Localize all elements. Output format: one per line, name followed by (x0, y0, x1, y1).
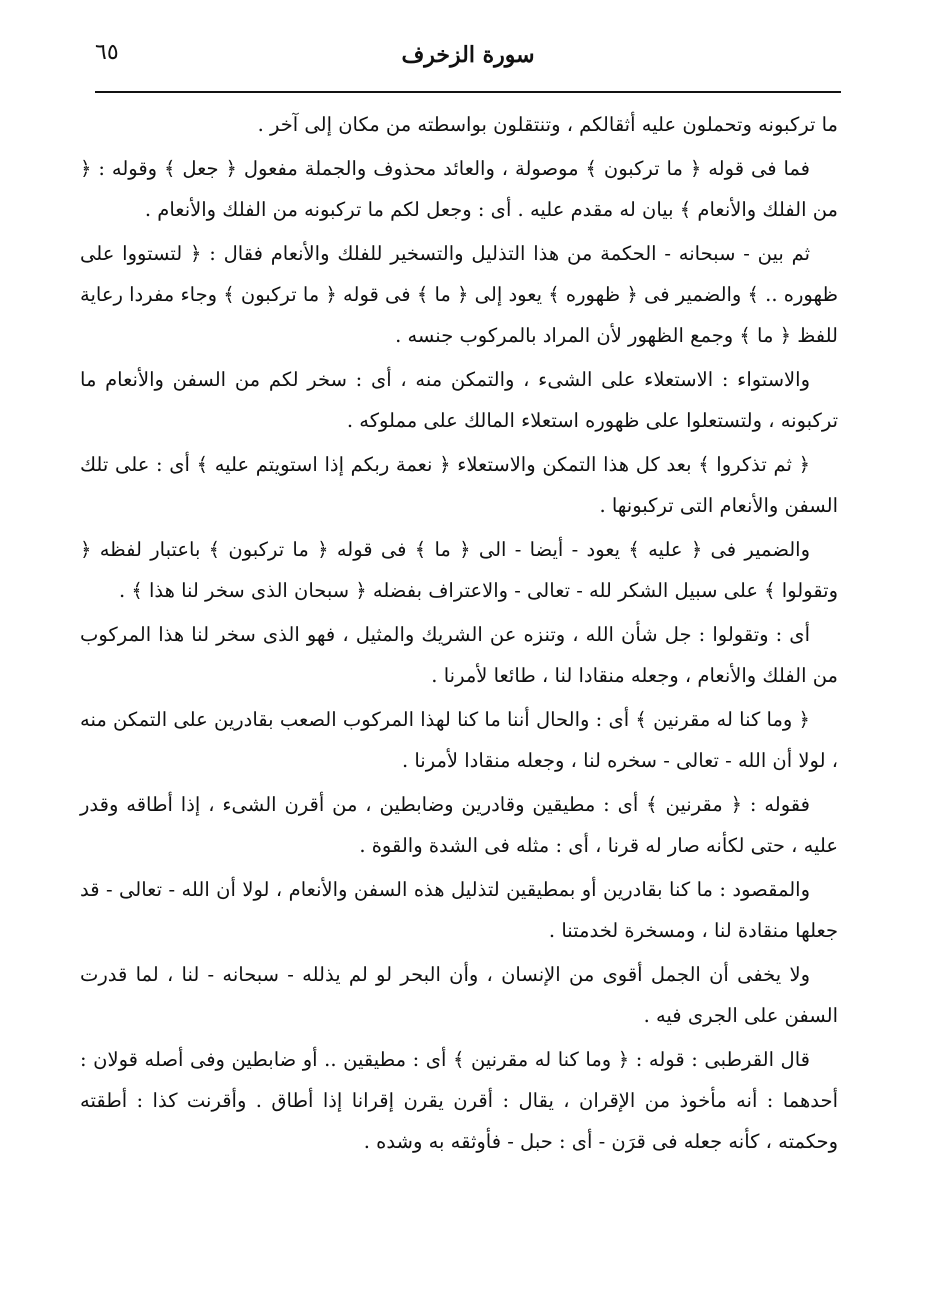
surah-title: سورة الزخرف (401, 42, 535, 68)
paragraph: ثم بين - سبحانه - الحكمة من هذا التذليل والتسخير للفلك والأنعام فقال : ﴿ لتستووا على ظهوره .. ﴾ والضمير فى ﴿ ظهوره ﴾ يعود إلى ﴿ ما ﴾ فى قوله ﴿ ما تركبون ﴾ وجاء مفردا رعاية للفظ ﴿ ما ﴾ وجمع الظهور لأن المراد بالمركوب جنسه . (80, 242, 838, 347)
paragraph: قال القرطبى : قوله : ﴿ وما كنا له مقرنين ﴾ أى : مطيقين .. أو ضابطين وفى أصله قولان : أحدهما : أنه مأخوذ من الإقران ، يقال : أقرن يقرن إقرانا إذا أطاق . وأقرنت كذا : أطقته وحكمته ، كأنه جعله فى قرَن - أى : حبل - فأوثقه به وشده . (80, 1048, 838, 1153)
page-header (95, 38, 841, 88)
paragraph: فما فى قوله ﴿ ما تركبون ﴾ موصولة ، والعائد محذوف والجملة مفعول ﴿ جعل ﴾ وقوله : ﴿ من الفلك والأنعام ﴾ بيان له مقدم عليه . أى : وجعل لكم ما تركبونه من الفلك والأنعام . (80, 157, 838, 221)
paragraph: ﴿ وما كنا له مقرنين ﴾ أى : والحال أننا ما كنا لهذا المركوب الصعب بقادرين على التمكن منه ، لولا أن الله - تعالى - سخره لنا ، وجعله منقادا لأمرنا . (80, 708, 838, 772)
paragraph: والمقصود : ما كنا بقادرين أو بمطيقين لتذليل هذه السفن والأنعام ، لولا أن الله - تعالى - قد جعلها منقادة لنا ، ومسخرة لخدمتنا . (80, 878, 838, 942)
paragraph: والاستواء : الاستعلاء على الشىء ، والتمكن منه ، أى : سخر لكم من السفن والأنعام ما تركبونه ، ولتستعلوا على ظهوره استعلاء المالك على مملوكه . (80, 368, 838, 432)
paragraph: فقوله : ﴿ مقرنين ﴾ أى : مطيقين وقادرين وضابطين ، من أقرن الشىء ، إذا أطاقه وقدر عليه ، حتى لكأنه صار له قرنا ، أى : مثله فى الشدة والقوة . (80, 793, 838, 857)
page-number: ٦٥ (95, 40, 119, 65)
header-rule (95, 91, 841, 93)
body-text (80, 104, 838, 1165)
paragraph: ﴿ ثم تذكروا ﴾ بعد كل هذا التمكن والاستعلاء ﴿ نعمة ربكم إذا استويتم عليه ﴾ أى : على تلك السفن والأنعام التى تركبونها . (80, 453, 838, 517)
paragraph: والضمير فى ﴿ عليه ﴾ يعود - أيضا - الى ﴿ ما ﴾ فى قوله ﴿ ما تركبون ﴾ باعتبار لفظه ﴿ وتقولوا ﴾ على سبيل الشكر لله - تعالى - والاعتراف بفضله ﴿ سبحان الذى سخر لنا هذا ﴾ . (80, 538, 838, 602)
paragraph: ما تركبونه وتحملون عليه أثقالكم ، وتنتقلون بواسطته من مكان إلى آخر . (257, 113, 838, 136)
paragraph: ولا يخفى أن الجمل أقوى من الإنسان ، وأن البحر لو لم يذلله - سبحانه - لنا ، لما قدرت السفن على الجرى فيه . (80, 963, 838, 1027)
paragraph: أى : وتقولوا : جل شأن الله ، وتنزه عن الشريك والمثيل ، فهو الذى سخر لنا هذا المركوب من الفلك والأنعام ، وجعله منقادا لنا ، طائعا لأمرنا . (80, 623, 838, 687)
